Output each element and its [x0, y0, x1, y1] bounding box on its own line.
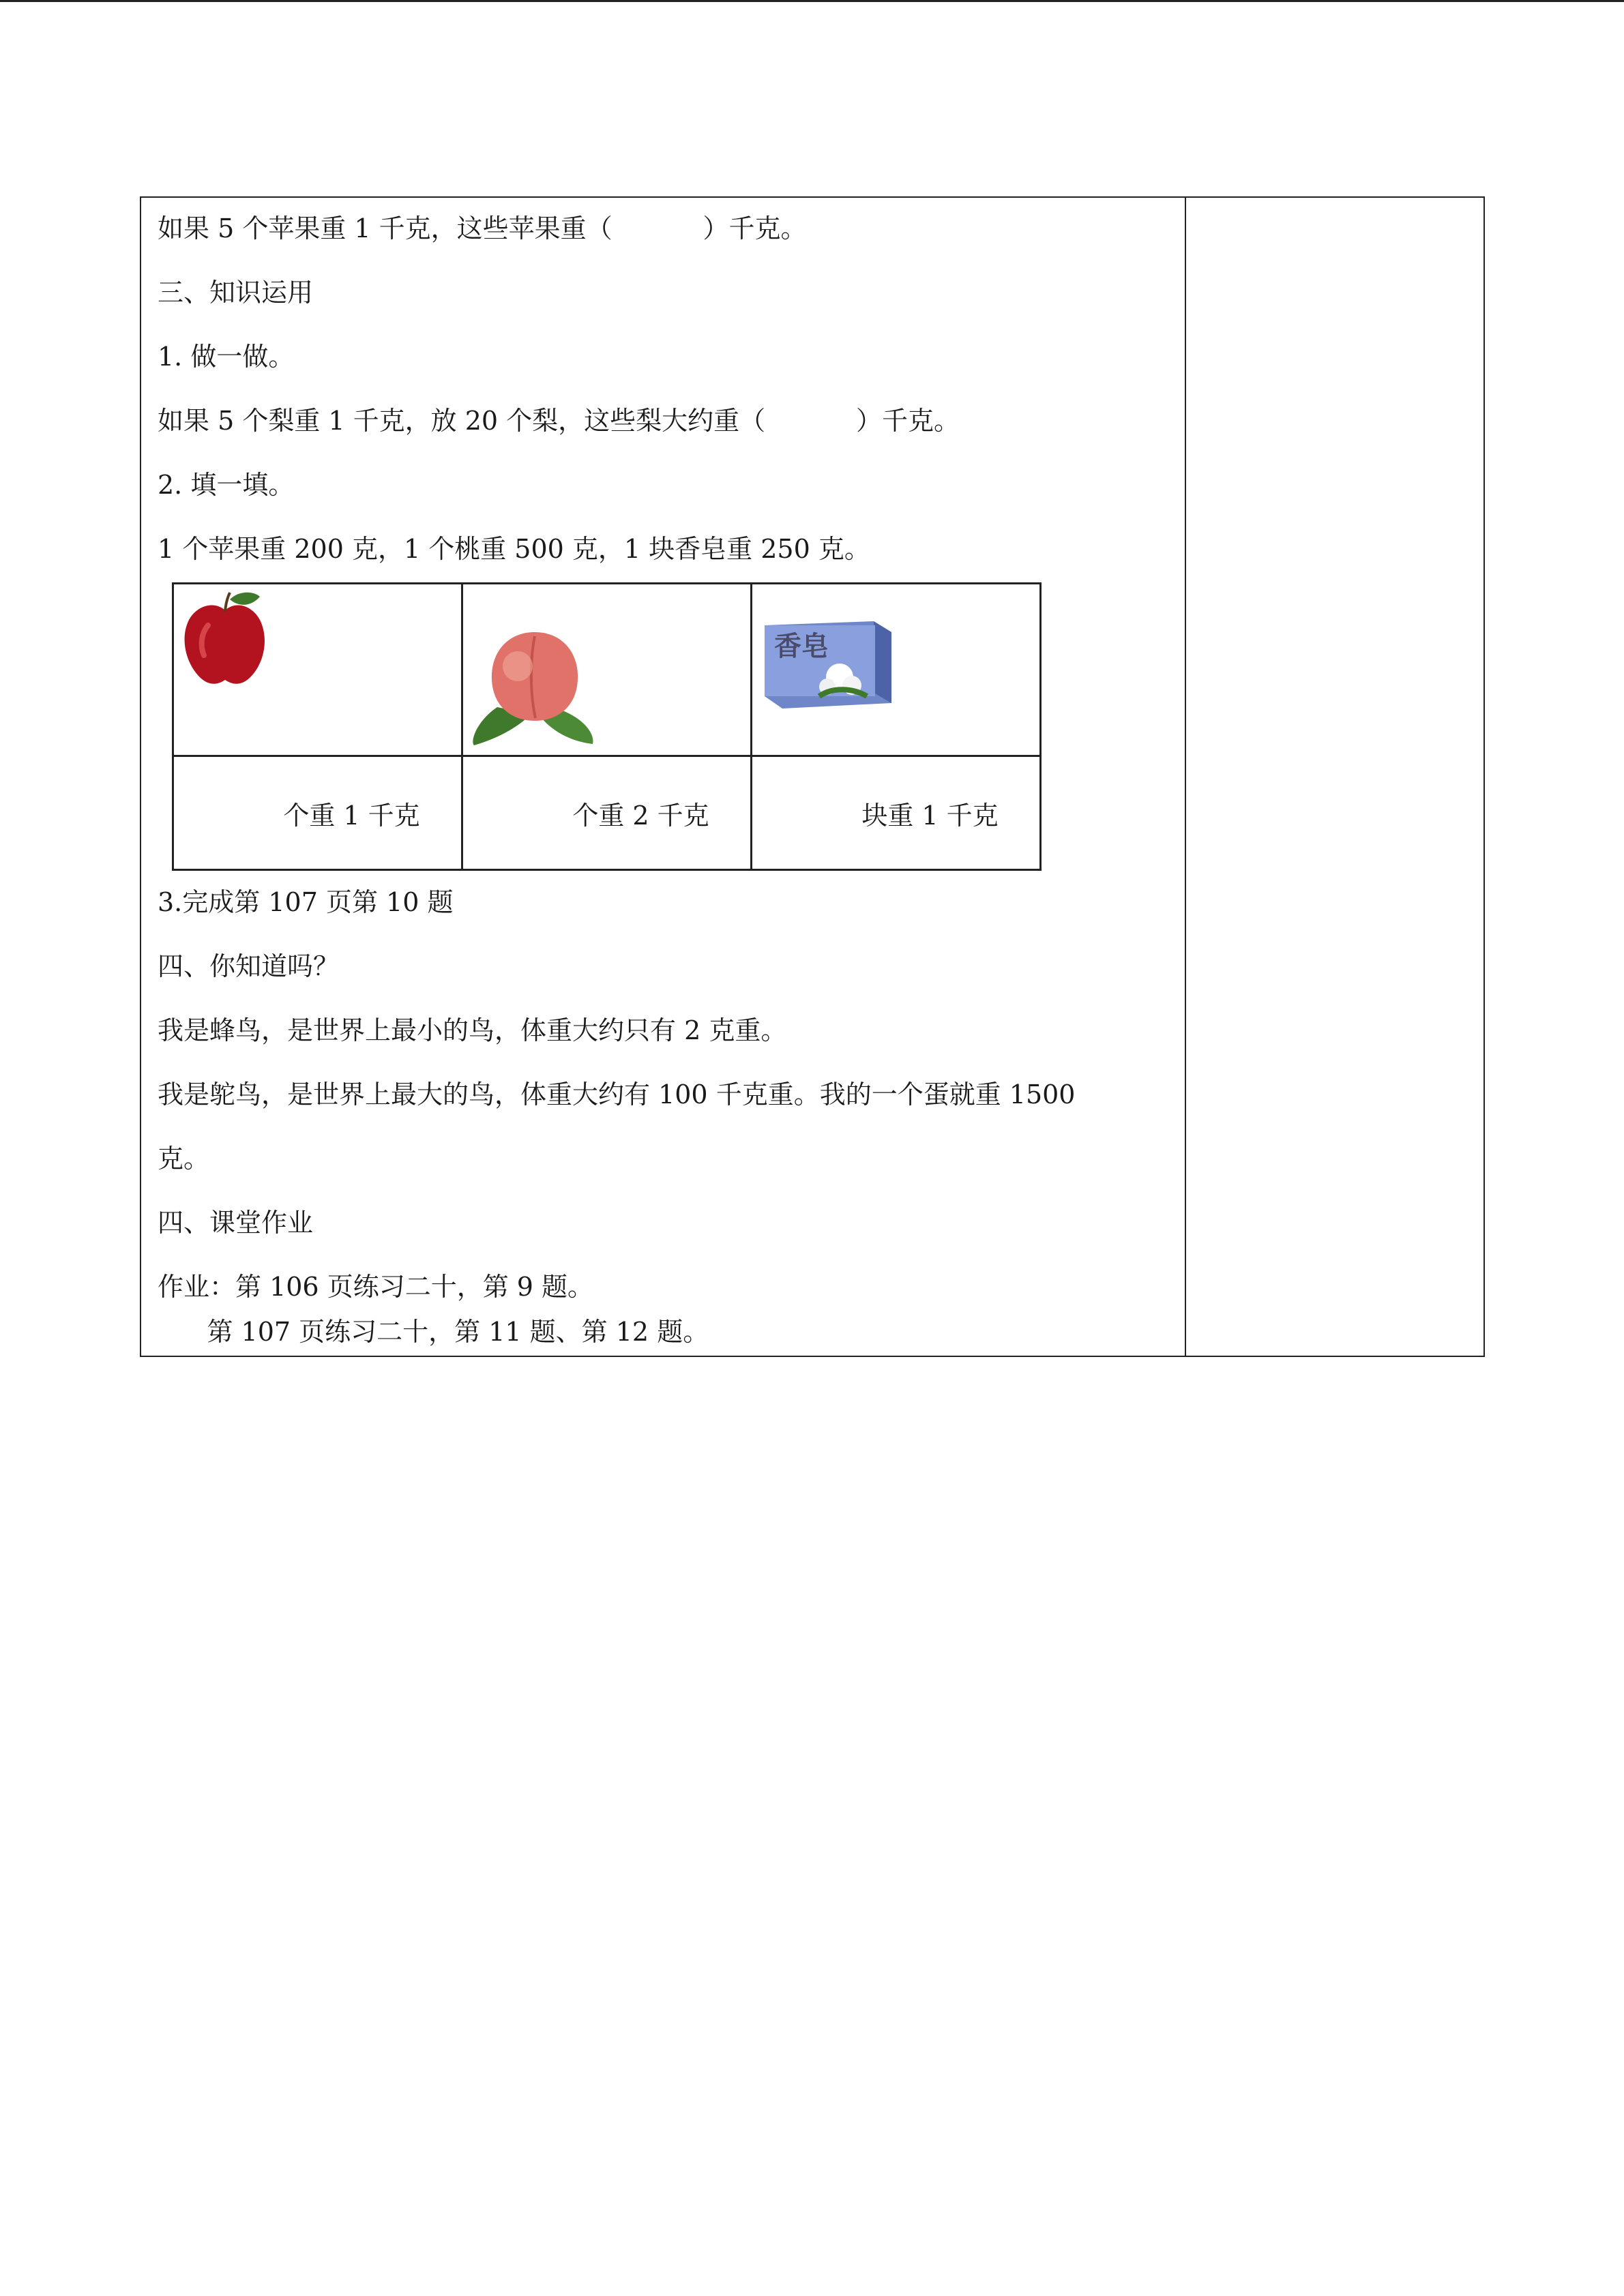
fill-table-cell-apple: [173, 584, 462, 756]
task-heading-do-it: 1. 做一做。: [158, 342, 295, 372]
soap-box-label: 香皂: [774, 631, 829, 662]
text-line-homework-2: 第 107 页练习二十，第 11 题、第 12 题。: [158, 1317, 709, 1347]
text-line-apples-question: 如果 5 个苹果重 1 千克，这些苹果重（ ）千克。: [158, 213, 807, 243]
peach-icon: [470, 605, 600, 748]
section-heading-did-you-know: 四、你知道吗？: [158, 951, 340, 981]
text-line-ostrich: 我是鸵鸟，是世界上最大的鸟，体重大约有 100 千克重。我的一个蛋就重 1500: [158, 1079, 1076, 1109]
fill-table-label-apple: 个重 1 千克: [173, 756, 462, 870]
page-top-rule: [0, 0, 1624, 2]
text-line-hummingbird: 我是蜂鸟，是世界上最小的鸟，体重大约只有 2 克重。: [158, 1015, 787, 1045]
fill-table-cell-soap: [752, 584, 1041, 756]
section-heading-classwork: 四、课堂作业: [158, 1208, 314, 1238]
soap-box-icon: [758, 612, 894, 714]
text-line-homework-1: 作业：第 106 页练习二十，第 9 题。: [158, 1272, 594, 1302]
lesson-plan-table: [140, 196, 1485, 1357]
fill-table-label-peach: 个重 2 千克: [462, 756, 752, 870]
fill-table-label-soap: 块重 1 千克: [752, 756, 1041, 870]
fill-table-cell-peach: [462, 584, 752, 756]
section-heading-knowledge-application: 三、知识运用: [158, 278, 314, 308]
text-line-pears-question: 如果 5 个梨重 1 千克，放 20 个梨，这些梨大约重（ ）千克。: [158, 406, 960, 436]
text-line-weights-given: 1 个苹果重 200 克，1 个桃重 500 克，1 块香皂重 250 克。: [158, 534, 870, 564]
column-divider: [1185, 198, 1186, 1356]
apple-icon: [174, 584, 276, 694]
fill-in-table: [172, 582, 1042, 871]
task-line-complete-page-107: 3.完成第 107 页第 10 题: [158, 887, 454, 917]
task-heading-fill-in: 2. 填一填。: [158, 470, 295, 500]
text-line-ostrich-continued: 克。: [158, 1144, 210, 1174]
